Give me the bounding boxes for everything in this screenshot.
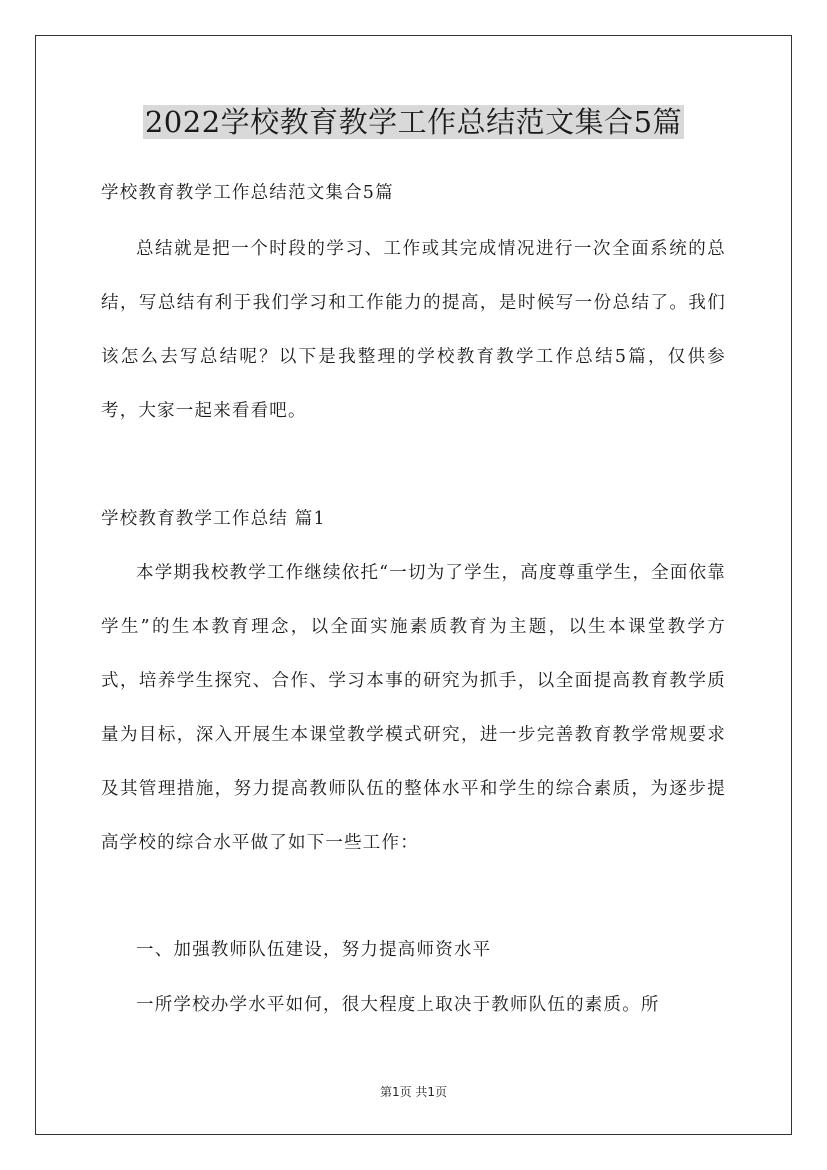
intro-paragraph: 总结就是把一个时段的学习、工作或其完成情况进行一次全面系统的总结，写总结有利于我们学习和工作能力的提高，是时候写一份总结了。我们该怎么去写总结呢？以下是我整理的学校教育教学工作总结5篇，仅供参考，大家一起来看看吧。 bbox=[101, 239, 726, 421]
section-1-title: 学校教育教学工作总结 篇1 bbox=[101, 509, 326, 529]
document-title-text: 2022学校教育教学工作总结范文集合5篇 bbox=[144, 105, 683, 139]
section-1-paragraph-2: 一所学校办学水平如何，很大程度上取决于教师队伍的素质。所 bbox=[136, 995, 660, 1015]
section-1-paragraph: 本学期我校教学工作继续依托“一切为了学生，高度尊重学生，全面依靠学生”的生本教育理念，以全面实施素质教育为主题，以生本课堂教学方式，培养学生探究、合作、学习本事的研究为抓手，以全面提高教育教学质量为目标，深入开展生本课堂教学模式研究，进一步完善教育教学常规要求及其管理措施，努力提高教师队伍的整体水平和学生的综合素质，为逐步提高学校的综合水平做了如下一些工作： bbox=[101, 563, 726, 853]
document-title bbox=[0, 100, 827, 144]
page-footer: 第1页 共1页 bbox=[379, 1085, 448, 1099]
section-1-heading: 一、加强教师队伍建设，努力提高师资水平 bbox=[136, 940, 492, 960]
document-subtitle: 学校教育教学工作总结范文集合5篇 bbox=[101, 183, 394, 203]
